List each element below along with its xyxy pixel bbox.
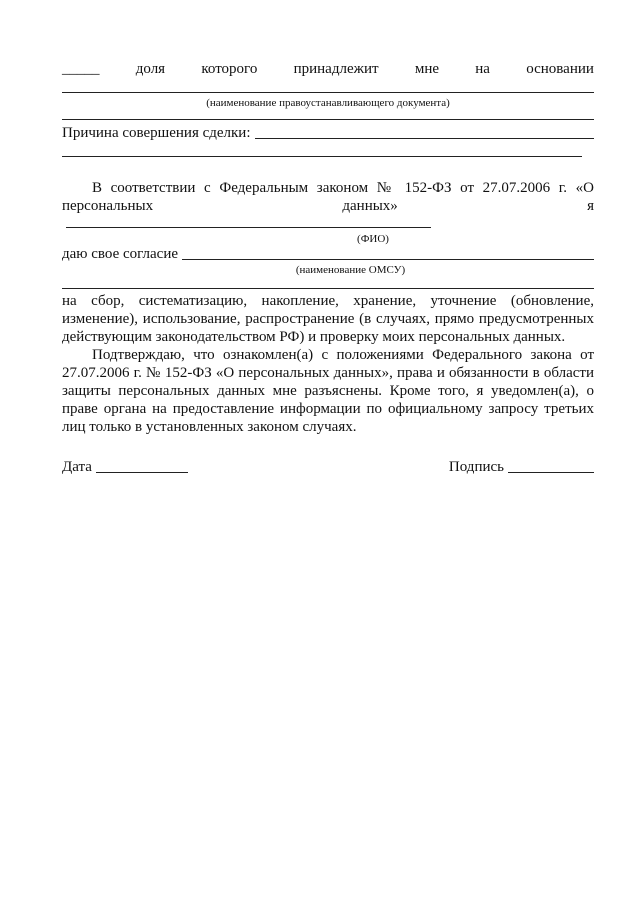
omsu-field-2[interactable]	[62, 288, 594, 289]
date-group	[62, 458, 188, 476]
word-dolya: доля	[135, 61, 166, 77]
signature-row	[62, 458, 594, 476]
word-kotorogo: которого	[201, 61, 258, 77]
date-field[interactable]	[96, 472, 188, 473]
word-na: на	[475, 61, 490, 77]
share-blank[interactable]: _____	[62, 61, 100, 77]
omsu-caption: (наименование ОМСУ)	[295, 264, 406, 276]
give-consent-label: даю свое согласие	[62, 246, 179, 262]
word-osnovanii: основании	[526, 61, 594, 77]
consent-intro-text: В соответствии с Федеральным законом № 152-ФЗ от 27.07.2006 г. «О персональных данных» я	[62, 180, 594, 214]
reason-label: Причина совершения сделки:	[62, 125, 251, 141]
omsu-field[interactable]	[182, 259, 594, 260]
reason-row	[62, 124, 594, 142]
document-body	[62, 60, 594, 476]
reason-field[interactable]	[255, 138, 594, 139]
word-prinadlezhit: принадлежит	[293, 61, 379, 77]
confirmation-paragraph: Подтверждаю, что ознакомлен(а) с положениями Федерального закона от 27.07.2006 г. № 152-ФЗ «О персональных данных», права и обязанности в области защиты персональных данных мне разъяснены. Кроме того, я уведомлен(а), о праве органа на предоставление информации по официальному запросу третьих лиц только в установленных законом случаях.	[62, 347, 594, 435]
signature-label: Подпись	[448, 459, 504, 475]
ownership-basis-line	[62, 60, 594, 78]
consent-intro	[62, 179, 594, 233]
word-mne: мне	[414, 61, 440, 77]
signature-field[interactable]	[508, 472, 594, 473]
signature-group	[449, 458, 594, 476]
date-label: Дата	[62, 459, 92, 475]
document-name-caption: (наименование правоустанавливающего документа)	[206, 97, 450, 109]
fio-caption: (ФИО)	[357, 233, 389, 245]
consent-give-row	[62, 245, 594, 263]
fio-field[interactable]	[66, 227, 431, 228]
document-name-field[interactable]	[62, 92, 594, 93]
consent-body: на сбор, систематизацию, накопление, хранение, уточнение (обновление, изменение), использование, распространение (в случаях, прямо предусмотренных действующим законодательством РФ) и проверку моих персональных данных.	[62, 293, 594, 345]
